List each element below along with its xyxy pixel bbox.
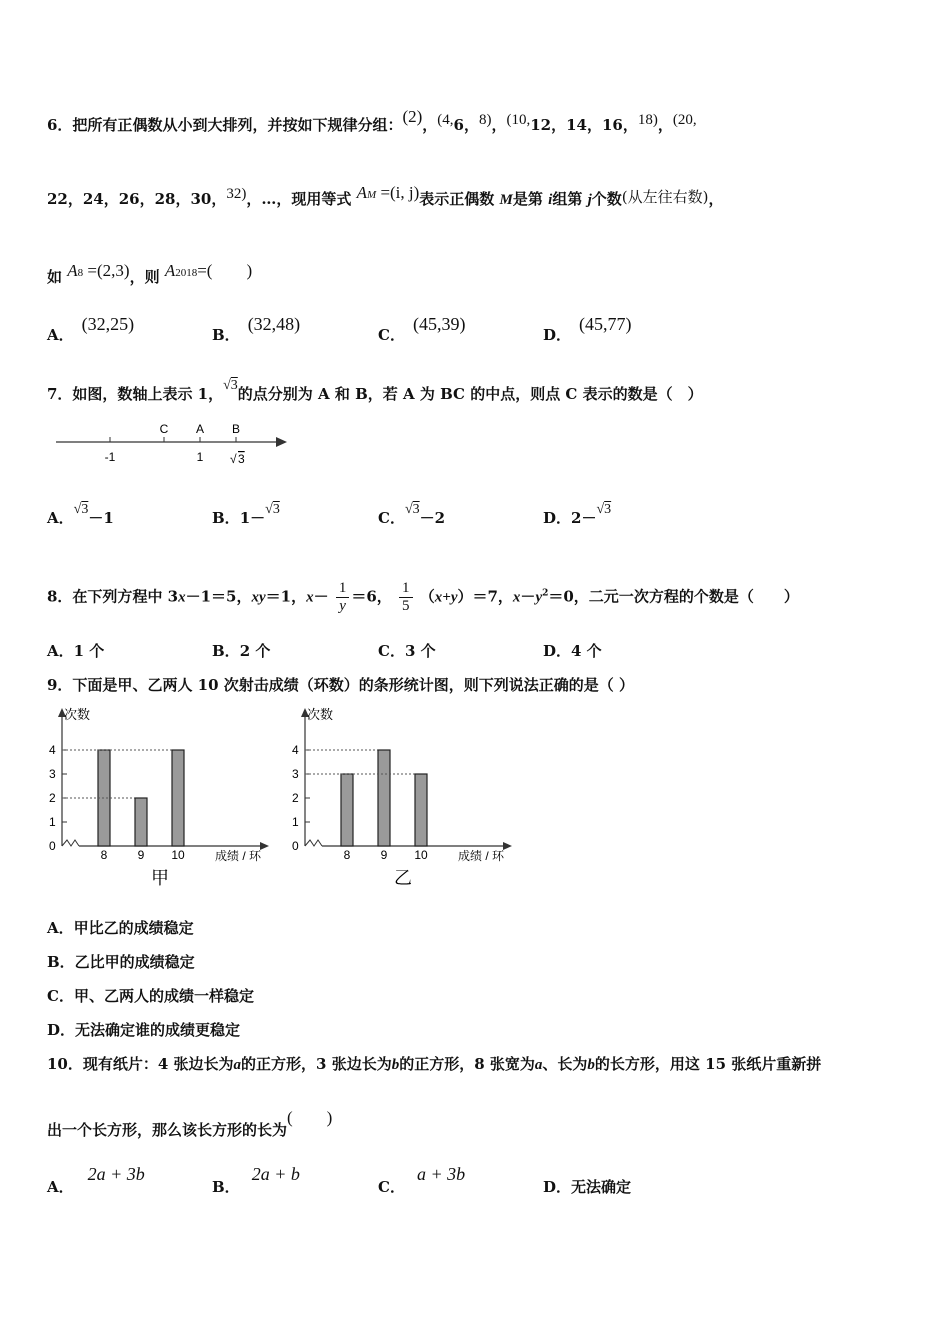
- q9-option-a[interactable]: A．甲比乙的成绩稳定: [47, 919, 194, 937]
- q9-stem: 9．下面是甲、乙两人 10 次射击成绩（环数）的条形统计图，则下列说法正确的是（ ）: [47, 676, 634, 694]
- q7-option-d[interactable]: D．2－√3: [543, 502, 612, 527]
- y-tick-label: 1: [49, 815, 56, 829]
- point-c-label: C: [159, 422, 169, 436]
- chart-jia: [40, 700, 280, 890]
- q6-option-c[interactable]: C．(45,39): [378, 314, 466, 344]
- q7-stem: 7．如图，数轴上表示 1，√3的点分别为 A 和 B，若 A 为 BC 的中点，则点 C 表示的数是（ ）: [47, 378, 703, 403]
- y-axis-label: 次数: [307, 707, 334, 722]
- y-axis-label: 次数: [64, 707, 91, 722]
- tick-1-label: 1: [196, 450, 204, 464]
- x-tick-label: 10: [171, 848, 185, 862]
- bar: [172, 750, 184, 846]
- q6-line2: 22，24，26，28，30，32)，…，现用等式 AM =(i, j)表示正偶数 M是第 i组第 j个数(从左往右数)，: [47, 183, 724, 208]
- x-tick-label: 10: [414, 848, 428, 862]
- bar: [415, 774, 427, 846]
- y-tick-label: 0: [292, 839, 299, 853]
- fraction-1-over-5: $\frac{1}{5}$: [399, 580, 413, 615]
- q6-line1: 6．把所有正偶数从小到大排列，并按如下规律分组：(2)，(4,6，8)，(10,12，14，16，18)，(20,: [47, 107, 697, 134]
- x-axis-label: 成绩 / 环: [215, 849, 262, 863]
- sqrt3: √3: [223, 378, 238, 393]
- fraction-1-over-y: $\frac{1}{y}$: [336, 580, 350, 615]
- bar: [341, 774, 353, 846]
- q7-option-c[interactable]: C．√3－2: [378, 502, 446, 527]
- x-tick-label: 9: [380, 848, 388, 862]
- q9-option-c[interactable]: C．甲、乙两人的成绩一样稳定: [47, 987, 254, 1005]
- tick-neg1-label: -1: [104, 450, 116, 464]
- q9-option-d[interactable]: D．无法确定谁的成绩更稳定: [47, 1021, 241, 1039]
- point-a-label: A: [195, 422, 205, 436]
- y-tick-label: 1: [292, 815, 299, 829]
- x-tick-label: 8: [100, 848, 108, 862]
- q6-formula-a2018: A2018=( ): [164, 261, 253, 280]
- q6-option-b[interactable]: B．(32,48): [212, 314, 301, 344]
- tick-sqrt3-sign: √: [230, 452, 237, 466]
- q6-formula-a8: A8 =(2,3): [67, 261, 130, 280]
- q8-option-b[interactable]: B．2 个: [212, 642, 271, 660]
- x-tick-label: 8: [343, 848, 351, 862]
- x-axis-label: 成绩 / 环: [458, 849, 505, 863]
- sqrt-icon: √3: [404, 502, 420, 517]
- q6-formula-am: AM =(i, j): [356, 183, 420, 202]
- sqrt-icon: √3: [265, 502, 280, 517]
- q6-text: 6．把所有正偶数从小到大排列，并按如下规律分组：: [47, 116, 403, 134]
- q6-option-a[interactable]: A．(32,25): [47, 314, 135, 344]
- chart-title: 甲: [151, 868, 169, 888]
- bar: [135, 798, 147, 846]
- sqrt-icon: √3: [596, 502, 612, 517]
- y-tick-label: 2: [292, 791, 299, 805]
- chart-title: 乙: [394, 868, 412, 888]
- q10-line1: 10．现有纸片：4 张边长为a的正方形，3 张边长为b的正方形，8 张宽为a、长为b的长方形，用这 15 张纸片重新拼: [47, 1055, 822, 1073]
- y-tick-label: 4: [292, 743, 299, 757]
- q8-option-c[interactable]: C．3 个: [378, 642, 436, 660]
- number-line: [50, 415, 300, 470]
- axis-break-mark: [62, 840, 79, 846]
- y-tick-label: 3: [292, 767, 299, 781]
- q6-group1: (2): [402, 107, 423, 126]
- x-axis-arrow: [260, 842, 269, 850]
- x-axis-arrow: [503, 842, 512, 850]
- tick-sqrt3-label: 3: [238, 452, 245, 466]
- q10-line2: 出一个长方形，那么该长方形的长为( ): [47, 1108, 333, 1139]
- q10-option-a[interactable]: A．2a + 3b: [47, 1164, 145, 1196]
- q9-option-b[interactable]: B．乙比甲的成绩稳定: [47, 953, 195, 971]
- bar: [378, 750, 390, 846]
- y-tick-label: 0: [49, 839, 56, 853]
- q8-option-d[interactable]: D．4 个: [543, 642, 602, 660]
- q10-option-b[interactable]: B．2a + b: [212, 1164, 300, 1196]
- q10-option-c[interactable]: C．a + 3b: [378, 1164, 466, 1196]
- q8-option-a[interactable]: A．1 个: [47, 642, 105, 660]
- y-tick-label: 3: [49, 767, 56, 781]
- chart-yi: [283, 700, 523, 890]
- y-tick-label: 4: [49, 743, 56, 757]
- q8-stem: 8．在下列方程中 3x－1＝5，xy＝1，x－ $\frac{1}{y}$ ＝6， $\frac{1}{5}$ （x+y）＝7，$x-y^2=0$，二元一次方程的个数是（ ）: [47, 580, 799, 614]
- sqrt-icon: √3: [73, 502, 89, 517]
- q7-option-b[interactable]: B．1－√3: [212, 502, 280, 527]
- q7-option-a[interactable]: A．√3－1: [47, 502, 114, 527]
- point-b-label: B: [231, 422, 241, 436]
- q6-line3: 如 A8 =(2,3)，则 A2018=( ): [47, 261, 253, 286]
- axis-break-mark: [305, 840, 322, 846]
- q10-option-d[interactable]: D．无法确定: [543, 1178, 632, 1196]
- y-tick-label: 2: [49, 791, 56, 805]
- q6-option-d[interactable]: D．(45,77): [543, 314, 632, 344]
- x-tick-label: 9: [137, 848, 145, 862]
